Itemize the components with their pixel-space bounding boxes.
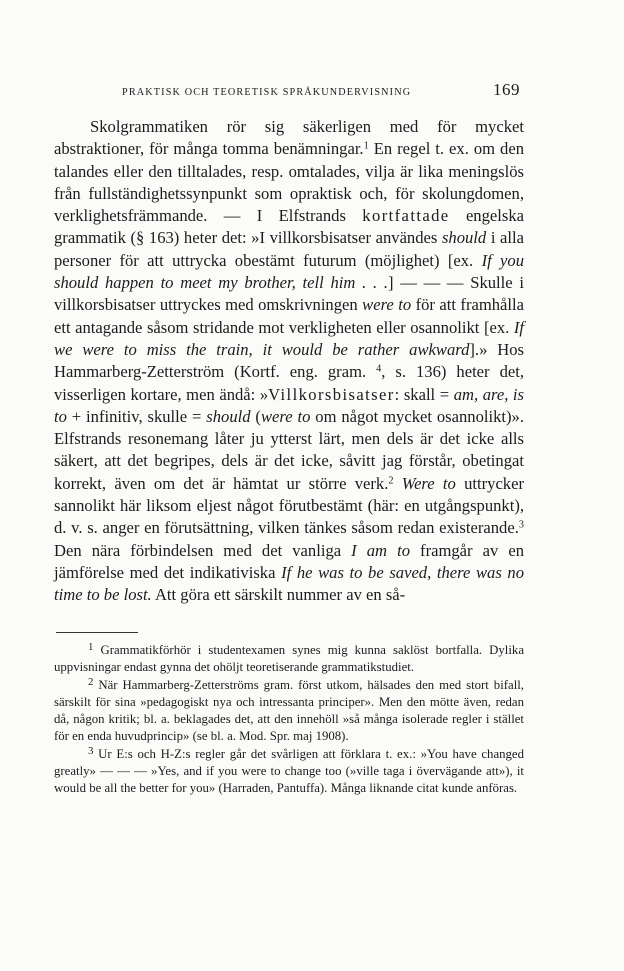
emphasis-italic: If he was to be saved, there was no time to be lost. — [54, 562, 524, 605]
page-header — [122, 80, 520, 100]
emphasis-spaced: Villkorsbisatser — [268, 384, 395, 404]
footnote-3 — [54, 746, 524, 798]
emphasis-italic: Were to — [401, 473, 456, 493]
text-run: Skolgrammatiken rör sig säkerligen med för mycket abstraktioner, för många tomma benämningar. — [54, 117, 524, 159]
footnote-mark: 1 — [88, 641, 94, 654]
text-run: framgår av en jämförelse med det indikativiska — [54, 540, 525, 582]
text-run: uttrycker sannolikt här liksom eljest något förutbestämt (här: en utgångspunkt), d. v. s. anger en förutsättning, vilken tänkes såsom redan existerande. — [54, 473, 524, 538]
main-paragraph — [54, 116, 524, 607]
footnote-2 — [54, 677, 524, 746]
edition-superscript: 4 — [376, 363, 382, 375]
text-run: ( — [250, 406, 261, 426]
text-run: för att framhålla ett antagande såsom stridande mot verkligheten eller osannolikt [ex. — [54, 295, 524, 337]
emphasis-italic: am, are, is to — [54, 384, 524, 426]
text-run: En regel t. ex. om den talandes eller den tilltalades, resp. omtalades, vilja är lika meningslös från fullständighetssynpunkt som opraktisk och, för skolungdomen, verklighetsfrämmande. — I Elfstrands — [54, 139, 524, 226]
text-run: ] — — — Skulle i villkorsbisatser uttryckes med omskrivningen — [54, 273, 524, 315]
footnote-divider — [56, 632, 138, 633]
footnote-mark: 2 — [88, 675, 94, 688]
text-run: engelska grammatik (§ 163) heter det: »I villkorsbisatser användes — [54, 206, 524, 248]
footnote-text: Ur E:s och H-Z:s regler går det svårligen att förklara t. ex.: »You have changed greatly» — — — »Yes, and if you were to change too (»ville taga i övervägande att»), it would be all the better for you» (Harraden, Pantuffa). Många liknande citat kunde anföras. — [54, 746, 524, 796]
emphasis-italic: I am to — [351, 540, 410, 560]
emphasis-italic: should — [206, 406, 251, 426]
footnote-text: Grammatikförhör i studentexamen synes mig kunna saklöst bortfalla. Dylika uppvisningar endast gynna det ohöljt teoretiserande grammatikstudiet. — [54, 643, 524, 675]
emphasis-italic: were to — [260, 406, 311, 426]
footnote-text: När Hammarberg-Zetterströms gram. först utkom, hälsades den med stort bifall, särskilt för sina »pedagogiskt nya och intressanta principer». Men den mötte även, redan då, någon kritik; bl. a. beklagades det, att den innehöll »så många isolerade regler i stället för en enda huvudprincip» (se bl. a. Mod. Spr. maj 1908). — [54, 677, 524, 744]
text-run: : skall = — [394, 384, 454, 404]
running-title: PRAKTISK OCH TEORETISK SPRÅKUNDERVISNING — [122, 87, 412, 98]
emphasis-spaced: kortfattade — [362, 206, 450, 226]
emphasis-italic: should — [441, 228, 487, 248]
text-run: om något mycket osannolikt)». Elfstrands resonemang låter ju ytterst lärt, men dels är det icke alls säkert, att det begripes, dels är det icke, såvitt jag förstår, obetingat korrekt, även om det är hämtat ur större verk. — [54, 406, 524, 493]
text-run: ].» Hos Hammarberg-Zetterström (Kortf. eng. gram. — [54, 339, 525, 382]
footnote-ref-1: 1 — [363, 140, 369, 152]
text-run: Den nära förbindelsen med det vanliga — [54, 540, 352, 560]
text-run: + infinitiv, skulle = — [66, 406, 207, 426]
footnote-ref-3: 3 — [518, 519, 524, 531]
footnote-ref-2: 2 — [388, 475, 394, 487]
footnote-mark: 3 — [88, 744, 94, 757]
footnote-1 — [54, 642, 524, 677]
emphasis-italic: If you should happen to meet my brother, tell him . . . — [54, 250, 525, 293]
main-text — [54, 116, 524, 607]
text-run: , s. 136) heter det, visserligen kortare, men ändå: » — [54, 362, 524, 404]
text-run: i alla personer för att uttrycka obestämt futurum (möjlighet) [ex. — [54, 228, 524, 270]
emphasis-italic: were to — [362, 295, 412, 315]
page-number: 169 — [493, 80, 520, 99]
text-run: Att göra ett särskilt nummer av en så- — [151, 585, 406, 605]
emphasis-italic: If we were to miss the train, it would be rather awkward — [54, 317, 524, 359]
text-run — [393, 474, 401, 493]
footnotes — [54, 642, 524, 798]
